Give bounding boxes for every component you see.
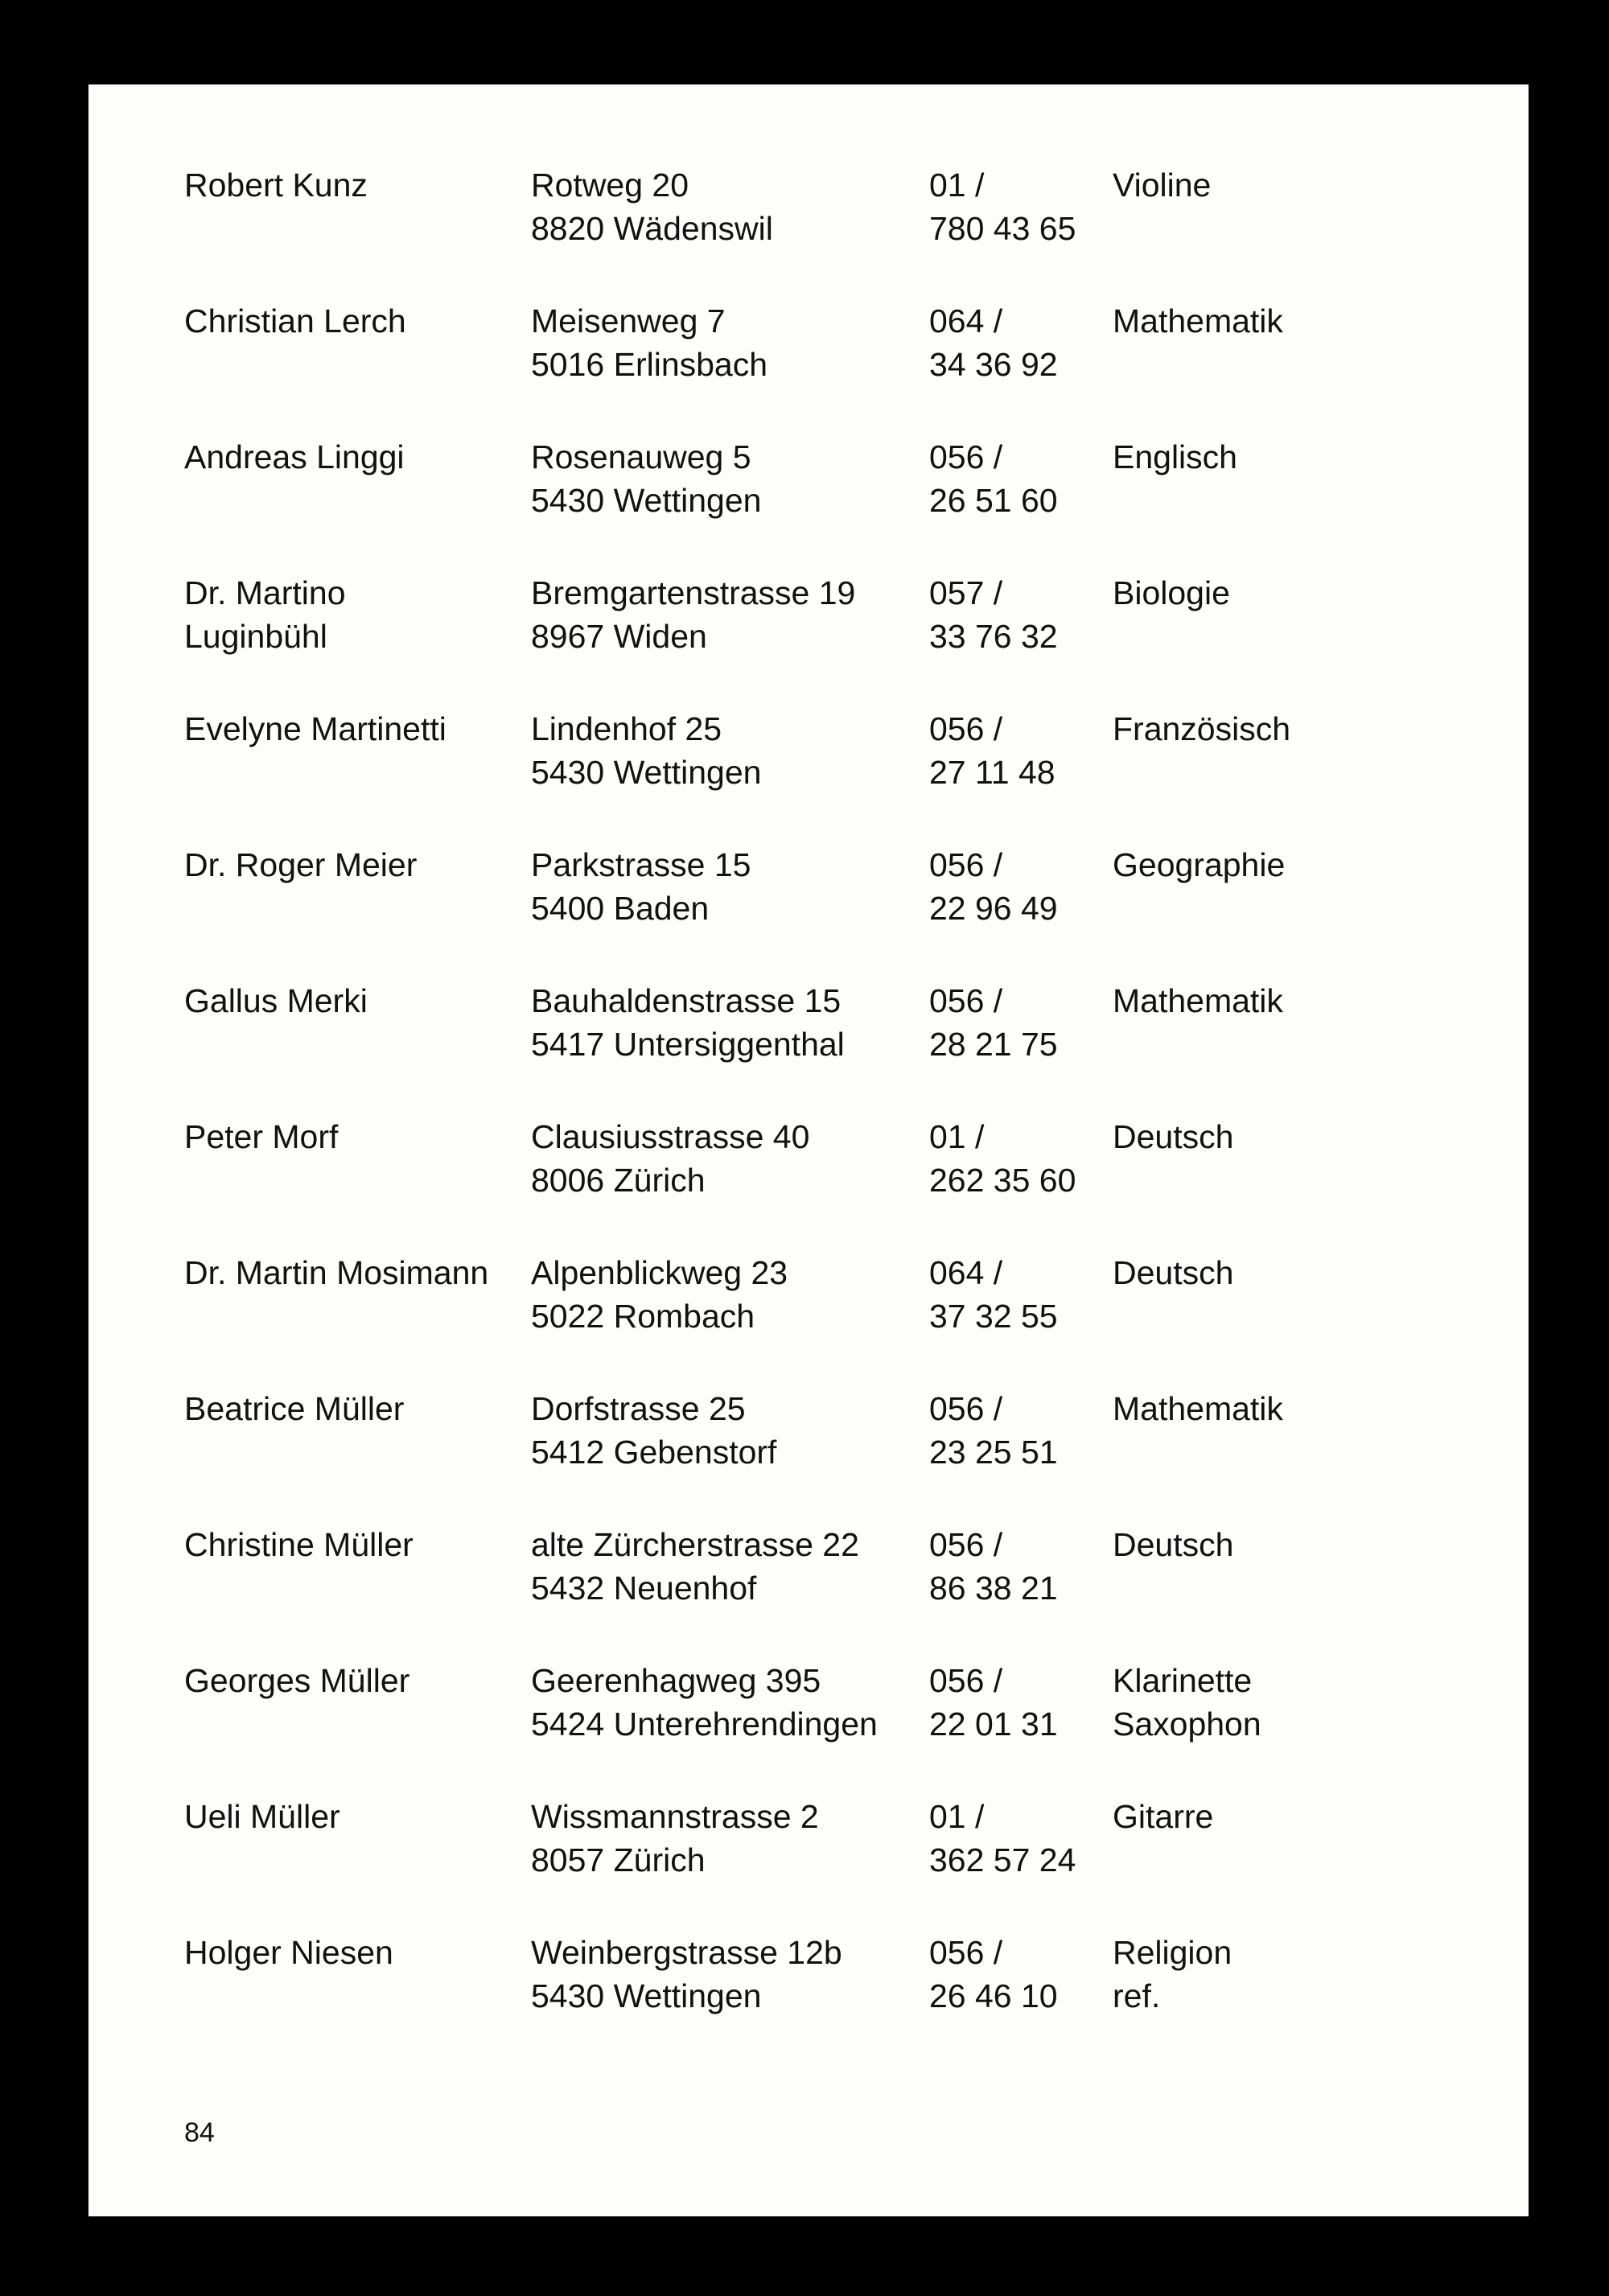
entry-subject-line: Saxophon [1113,1706,1261,1743]
entry-address-line: Geerenhagweg 395 [531,1662,821,1699]
entry-subject-line: Deutsch [1113,1526,1234,1563]
directory-entry [184,1251,1423,1387]
entry-name-line: Evelyne Martinetti [184,710,446,747]
entry-address [531,571,855,658]
entry-subject-line: Religion [1113,1934,1232,1971]
entry-phone [929,435,1058,522]
entry-address-line: 8006 Zürich [531,1162,706,1199]
entry-name [184,1251,488,1294]
entry-address [531,435,761,522]
directory-entry [184,1931,1423,2067]
entry-name-line: Christian Lerch [184,302,406,339]
entry-phone-line: 28 21 75 [929,1026,1058,1063]
entry-phone [929,299,1058,386]
entry-phone [929,1115,1076,1202]
entry-address-line: Weinbergstrasse 12b [531,1934,842,1971]
entry-name [184,571,346,658]
entry-address [531,843,751,930]
entry-subject-line: Mathematik [1113,982,1283,1019]
entry-subject-line: Violine [1113,167,1212,204]
entry-subject [1113,571,1230,615]
entry-address-line: Dorfstrasse 25 [531,1390,746,1427]
entry-address [531,1795,819,1882]
entry-phone-line: 01 / [929,1798,985,1835]
entry-subject [1113,843,1285,887]
entry-subject-line: Geographie [1113,846,1286,883]
entry-address-line: 8967 Widen [531,618,707,655]
entry-phone-line: 262 35 60 [929,1162,1076,1199]
entry-phone [929,1931,1058,2018]
entry-name [184,1115,338,1158]
entry-phone-line: 056 / [929,438,1003,475]
entry-name [184,299,406,343]
entry-name-line: Andreas Linggi [184,438,405,475]
entry-phone-line: 27 11 48 [929,754,1056,791]
entry-subject [1113,979,1283,1023]
entry-phone-line: 056 / [929,710,1003,747]
entry-phone-line: 064 / [929,1254,1003,1291]
entry-phone-line: 064 / [929,302,1003,339]
entry-address [531,707,761,794]
entry-address-line: Wissmannstrasse 2 [531,1798,819,1835]
entry-phone-line: 26 46 10 [929,1977,1058,2014]
entry-name-line: Beatrice Müller [184,1390,405,1427]
entry-address [531,163,773,250]
entry-address-line: Lindenhof 25 [531,710,722,747]
entry-phone-line: 22 01 31 [929,1706,1058,1743]
entry-address-line: 5417 Untersiggenthal [531,1026,845,1063]
entry-name [184,1931,393,1974]
entry-subject-line: Englisch [1113,438,1237,475]
entry-phone-line: 22 96 49 [929,890,1058,927]
entry-subject [1113,707,1290,751]
entry-address-line: 5432 Neuenhof [531,1570,757,1607]
entry-phone-line: 056 / [929,982,1003,1019]
entry-name-line: Gallus Merki [184,982,368,1019]
entry-subject [1113,1115,1233,1158]
entry-subject [1113,163,1211,207]
directory-entry [184,299,1423,435]
entry-address [531,979,845,1066]
entry-subject-line: Gitarre [1113,1798,1214,1835]
directory-entry [184,979,1423,1115]
entry-subject [1113,1659,1261,1746]
entry-phone [929,1387,1058,1474]
directory-entry [184,1659,1423,1795]
entry-name-line: Robert Kunz [184,167,368,204]
entry-name [184,1795,340,1838]
entry-address-line: Rosenauweg 5 [531,438,751,475]
entry-name [184,163,368,207]
entry-address-line: 5430 Wettingen [531,482,762,519]
entry-phone-line: 780 43 65 [929,210,1076,247]
entry-address-line: 5022 Rombach [531,1298,755,1335]
entry-subject-line: Mathematik [1113,302,1283,339]
entry-phone [929,843,1058,930]
entry-phone [929,1659,1058,1746]
entry-address-line: 8057 Zürich [531,1841,706,1878]
entry-address-line: Alpenblickweg 23 [531,1254,788,1291]
entry-name-line: Holger Niesen [184,1934,393,1971]
entry-phone-line: 23 25 51 [929,1434,1058,1471]
entry-address [531,1115,809,1202]
entry-subject-line: Mathematik [1113,1390,1283,1427]
entry-name [184,843,417,887]
entry-phone-line: 362 57 24 [929,1841,1076,1878]
entry-name-line: Peter Morf [184,1118,339,1155]
entry-name-line: Georges Müller [184,1662,410,1699]
entry-phone-line: 26 51 60 [929,482,1058,519]
entry-phone [929,1523,1058,1610]
entry-subject [1113,1795,1213,1838]
directory-entry [184,571,1423,707]
entry-address-line: alte Zürcherstrasse 22 [531,1526,859,1563]
entry-name-line: Dr. Martino [184,574,346,611]
entry-phone-line: 057 / [929,574,1003,611]
directory-entry [184,1387,1423,1523]
entry-address [531,1387,776,1474]
entry-name [184,1387,404,1430]
entry-name-line: Christine Müller [184,1526,414,1563]
entry-phone-line: 34 36 92 [929,346,1058,383]
entry-address-line: Parkstrasse 15 [531,846,751,883]
entry-subject [1113,1931,1232,2018]
entry-address-line: Rotweg 20 [531,167,689,204]
entry-address-line: 5430 Wettingen [531,754,762,791]
entry-address [531,299,767,386]
entry-address-line: 5016 Erlinsbach [531,346,768,383]
directory-entry [184,1115,1423,1251]
directory-entry [184,843,1423,979]
entry-name-line: Dr. Roger Meier [184,846,418,883]
entry-phone [929,1251,1058,1338]
entry-phone-line: 056 / [929,1526,1003,1563]
entry-address-line: 5400 Baden [531,890,710,927]
entry-subject [1113,435,1237,479]
entry-phone-line: 056 / [929,1390,1003,1427]
entry-address [531,1523,859,1610]
entry-phone-line: 37 32 55 [929,1298,1058,1335]
entry-phone [929,707,1056,794]
entry-subject [1113,1387,1283,1430]
entry-subject-line: Biologie [1113,574,1230,611]
entry-address [531,1931,842,2018]
entry-phone [929,163,1076,250]
entry-phone-line: 056 / [929,1934,1003,1971]
entry-address-line: Bauhaldenstrasse 15 [531,982,842,1019]
entry-address-line: Bremgartenstrasse 19 [531,574,856,611]
directory-entry [184,707,1423,843]
entry-phone-line: 056 / [929,1662,1003,1699]
entry-address-line: 5430 Wettingen [531,1977,762,2014]
page-number: 84 [184,2117,215,2148]
entry-phone [929,979,1058,1066]
entry-phone [929,1795,1076,1882]
entry-address [531,1659,878,1746]
entry-name [184,707,446,751]
entry-name-line: Dr. Martin Mosimann [184,1254,489,1291]
entry-name [184,435,405,479]
entry-subject [1113,1523,1233,1566]
directory-entry [184,435,1423,571]
directory-entry [184,163,1423,299]
entry-address-line: 5424 Unterehrendingen [531,1706,878,1743]
entry-name-line: Ueli Müller [184,1798,340,1835]
entry-subject-line: Deutsch [1113,1254,1234,1291]
entry-phone-line: 01 / [929,1118,985,1155]
entry-subject-line: ref. [1113,1977,1161,2014]
address-directory [184,163,1423,2067]
directory-entry [184,1795,1423,1931]
entry-subject-line: Deutsch [1113,1118,1234,1155]
entry-name [184,1523,414,1566]
entry-subject-line: Französisch [1113,710,1291,747]
entry-subject [1113,299,1283,343]
entry-address-line: 5412 Gebenstorf [531,1434,777,1471]
entry-name [184,1659,409,1702]
entry-phone-line: 056 / [929,846,1003,883]
directory-entry [184,1523,1423,1659]
entry-subject [1113,1251,1233,1294]
entry-address-line: 8820 Wädenswil [531,210,773,247]
entry-address-line: Meisenweg 7 [531,302,726,339]
entry-phone-line: 33 76 32 [929,618,1058,655]
entry-name-line: Luginbühl [184,618,327,655]
entry-phone-line: 01 / [929,167,985,204]
entry-address-line: Clausiusstrasse 40 [531,1118,810,1155]
entry-phone [929,571,1058,658]
entry-phone-line: 86 38 21 [929,1570,1058,1607]
entry-name [184,979,368,1023]
entry-subject-line: Klarinette [1113,1662,1253,1699]
entry-address [531,1251,788,1338]
